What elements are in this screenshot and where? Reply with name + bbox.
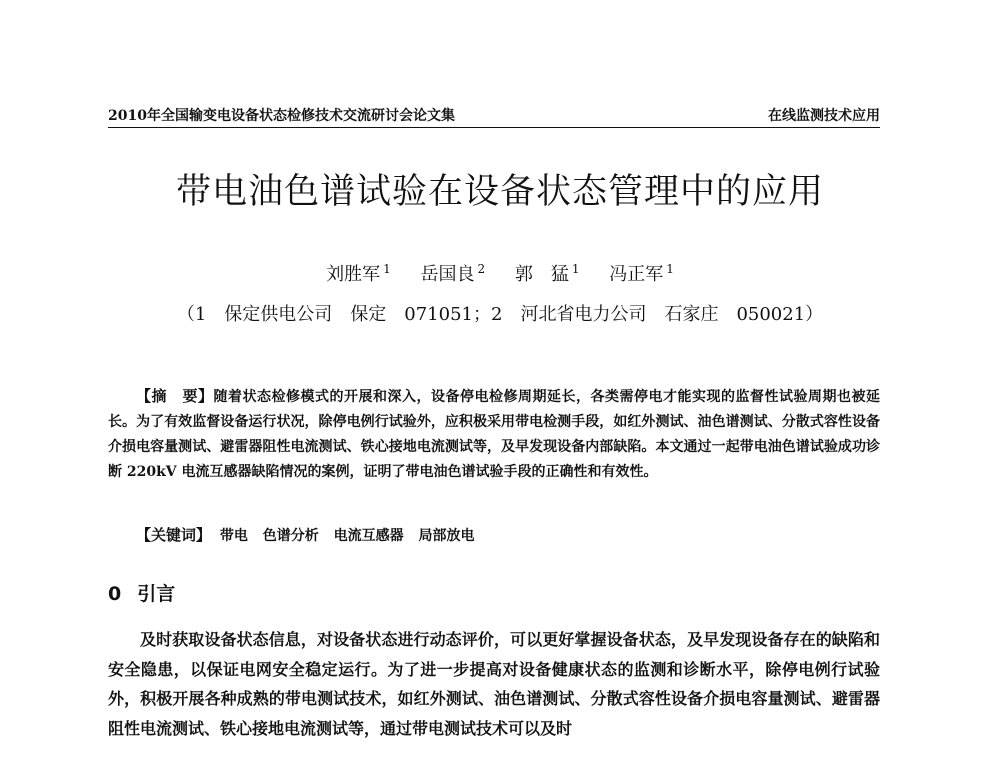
keyword-item: 色谱分析 [262, 528, 319, 544]
keyword-item: 带电 [219, 528, 248, 544]
author-2 [420, 264, 485, 285]
paper-title: 带电油色谱试验在设备状态管理中的应用 [175, 172, 824, 212]
author-4 [609, 264, 674, 285]
abstract-label: 【摘 要】 [136, 387, 214, 405]
body-paragraph: 及时获取设备状态信息，对设备状态进行动态评价，可以更好掌握设备状态，及早发现设备存在的缺陷和安全隐患，以保证电网安全稳定运行。为了进一步提高对设备健康状态的监测和诊断水平，除停电例行试验外，积极开展各种成熟的带电测试技术，如红外测试、油色谱测试、分散式容性设备介损电容量测试、避雷器阻性电流测试、铁心接地电流测试等，通过带电测试技术可以及时 [108, 630, 880, 738]
author-name: 冯正军 [609, 264, 664, 285]
keyword-item: 电流互感器 [333, 528, 404, 544]
section-number: 0 [108, 583, 122, 605]
author-affil-mark: 1 [383, 262, 391, 276]
keyword-item: 局部放电 [418, 528, 475, 544]
author-3 [515, 264, 580, 285]
section-heading [108, 580, 708, 608]
affiliations: （1 保定供电公司 保定 071051；2 河北省电力公司 石家庄 050021） [176, 304, 824, 325]
author-name: 刘胜军 [326, 264, 381, 285]
keywords [136, 523, 880, 549]
author-affil-mark: 2 [477, 262, 486, 276]
author-name: 岳国良 [420, 264, 475, 285]
abstract-text: 随着状态检修模式的开展和深入，设备停电检修周期延长，各类需停电才能实现的监督性试验周期也被延长。为了有效监督设备运行状况，除停电例行试验外，应积极采用带电检测手段，如红外测试、油色谱测试、分散式容性设备介损电容量测试、避雷器阻性电流测试、铁心接地电流测试等，及早发现设备内部缺陷。本文通过一起带电油色谱试验成功诊断 220kV 电流互感器缺陷情况的案例，证明了带电油色谱试验手段的正确性和有效性。 [108, 389, 880, 480]
author-affil-mark: 1 [571, 262, 580, 276]
running-header [108, 106, 880, 128]
header-proceedings-title: 2010年全国输变电设备状态检修技术交流研讨会论文集 [108, 108, 455, 124]
author-name: 郭 猛 [514, 264, 569, 285]
author-list [100, 256, 900, 288]
header-section-title: 在线监测技术应用 [768, 108, 880, 124]
keywords-label: 【关键词】 [136, 526, 212, 544]
author-affil-mark: 1 [666, 262, 674, 276]
section-title: 引言 [137, 583, 176, 605]
abstract [108, 384, 880, 485]
author-1 [326, 264, 391, 285]
